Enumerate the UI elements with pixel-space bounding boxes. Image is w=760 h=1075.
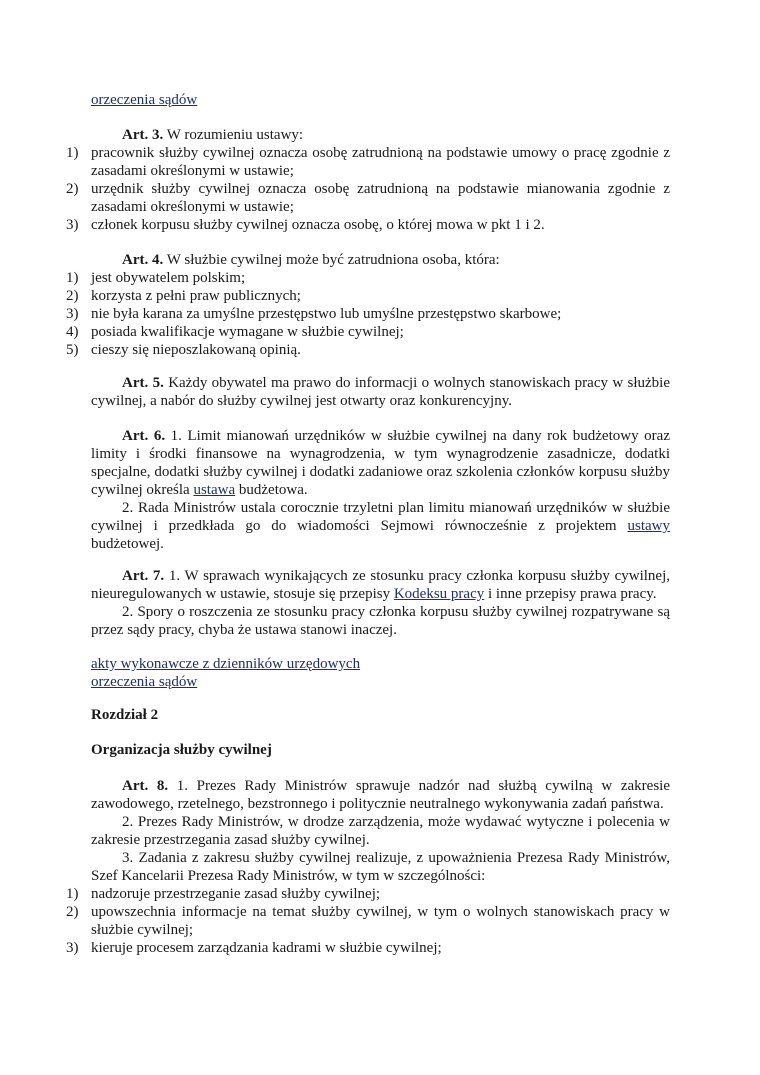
art-6-par-2: 2. Rada Ministrów ustala corocznie trzyletni plan limitu mianowań urzędników w służbie cywilnej i przedkłada go do wiadomości Sejmowi równocześnie z projektem ustawy budżetowej. xyxy=(91,500,670,552)
ustawa-link[interactable]: ustawa xyxy=(193,482,236,498)
list-item: 2) urzędnik służby cywilnej oznacza osobę zatrudnioną na podstawie mianowania zgodnie z zasadami określonymi w ustawie; xyxy=(66,181,670,215)
kodeks-pracy-link[interactable]: Kodeksu pracy xyxy=(393,586,485,602)
art-6 xyxy=(91,427,670,553)
art-4-intro: Art. 4. W służbie cywilnej może być zatrudniona osoba, która: xyxy=(122,252,500,268)
art-8-par-3: 3. Zadania z zakresu służby cywilnej realizuje, z upoważnienia Prezesa Rady Ministrów, Szef Kancelarii Prezesa Rady Ministrów, w tym w szczególności: xyxy=(91,850,670,884)
list-item: 3) kieruje procesem zarządzania kadrami w służbie cywilnej; xyxy=(66,940,442,956)
art-8 xyxy=(66,777,670,957)
list-item: 1) jest obywatelem polskim; xyxy=(66,270,246,286)
list-item: 5) cieszy się nieposzlakowaną opinią. xyxy=(66,342,301,358)
list-item: 1) nadzoruje przestrzeganie zasad służby cywilnej; xyxy=(66,886,381,902)
list-item: 4) posiada kwalifikacje wymagane w służbie cywilnej; xyxy=(66,324,404,340)
list-item: 3) członek korpusu służby cywilnej oznacza osobę, o której mowa w pkt 1 i 2. xyxy=(66,217,545,233)
art-7 xyxy=(91,567,670,639)
art-5-label: Art. 5. xyxy=(122,375,164,391)
chapter-number: Rozdział 2 xyxy=(91,707,159,723)
art-3-intro: Art. 3. W rozumieniu ustawy: xyxy=(122,127,304,143)
list-item: 3) nie była karana za umyślne przestępstwo lub umyślne przestępstwo skarbowe; xyxy=(66,306,562,322)
art-8-par-2: 2. Prezes Rady Ministrów, w drodze zarządzenia, może wydawać wytyczne i polecenia w zakresie przestrzegania zasad służby cywilnej. xyxy=(91,814,670,848)
art-4-list xyxy=(66,269,670,359)
art-4 xyxy=(66,251,670,359)
art-5: Art. 5. Każdy obywatel ma prawo do informacji o wolnych stanowiskach pracy w służbie cywilnej, a nabór do służby cywilnej jest otwarty oraz konkurencyjny. xyxy=(91,375,670,409)
art-7-par-1: Art. 7. 1. W sprawach wynikających ze stosunku pracy członka korpusu służby cywilnej, nieuregulowanych w ustawie, stosuje się przepisy Kodeksu pracy i inne przepisy prawa pracy. xyxy=(91,568,670,602)
art-6-label: Art. 6. xyxy=(122,428,166,444)
list-item: 2) korzysta z pełni praw publicznych; xyxy=(66,288,301,304)
list-item: 1) pracownik służby cywilnej oznacza osobę zatrudnioną na podstawie umowy o pracę zgodnie z zasadami określonymi w ustawie; xyxy=(66,145,670,179)
art-4-label: Art. 4. xyxy=(122,252,164,268)
art-8-list xyxy=(66,885,670,957)
ustawy-link[interactable]: ustawy xyxy=(627,518,670,534)
akty-wykonawcze-link[interactable]: akty wykonawcze z dzienników urzędowych xyxy=(91,656,361,672)
orzeczenia-link-top[interactable]: orzeczenia sądów xyxy=(91,92,198,108)
art-8-par-1: Art. 8. 1. Prezes Rady Ministrów sprawuje nadzór nad służbą cywilną w zakresie zawodowego, rzetelnego, bezstronnego i politycznie neutralnego wykonywania zadań państwa. xyxy=(91,778,670,812)
orzeczenia-link-bottom[interactable]: orzeczenia sądów xyxy=(91,674,198,690)
art-6-par-1: Art. 6. 1. Limit mianowań urzędników w służbie cywilnej na dany rok budżetowy oraz limity i środki finansowe na wynagrodzenia, w tym wynagrodzenie zasadnicze, dodatki specjalne, dodatki służby cywilnej i dodatki zadaniowe oraz szkolenia członków korpusu służby cywilnej określa ustawa budżetowa. xyxy=(91,428,670,498)
art-7-label: Art. 7. xyxy=(122,568,165,584)
art-7-par-2: 2. Spory o roszczenia ze stosunku pracy członka korpusu służby cywilnej rozpatrywane są przez sądy pracy, chyba że ustawa stanowi inaczej. xyxy=(91,604,670,638)
art-8-label: Art. 8. xyxy=(122,778,169,794)
art-3-label: Art. 3. xyxy=(122,127,164,143)
chapter-title: Organizacja służby cywilnej xyxy=(91,742,272,758)
art-3-list xyxy=(66,144,670,234)
list-item: 2) upowszechnia informacje na temat służby cywilnej, w tym o wolnych stanowiskach pracy w służbie cywilnej; xyxy=(66,904,670,938)
art-3 xyxy=(66,126,670,234)
